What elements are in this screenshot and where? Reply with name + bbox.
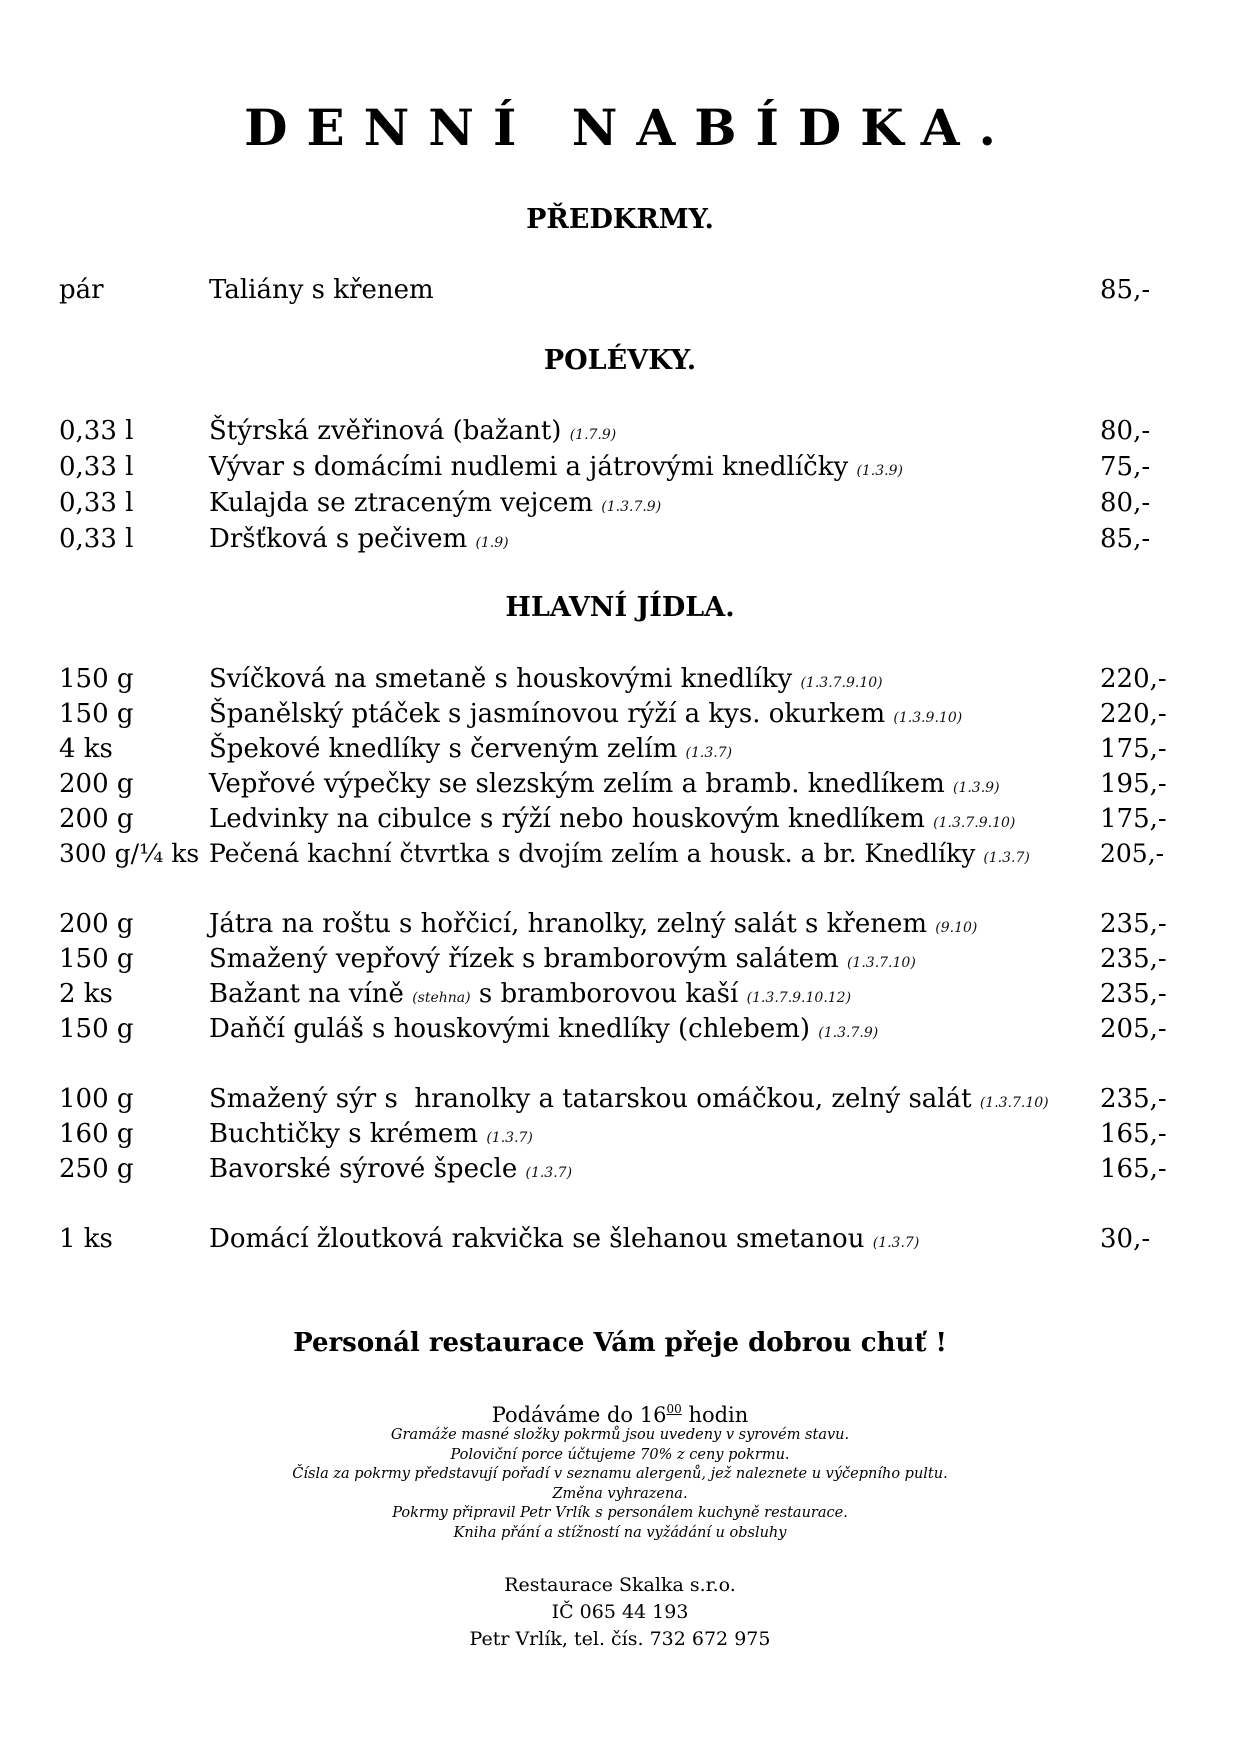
company-contact: Petr Vrlík, tel. čís. 732 672 975 bbox=[469, 1628, 771, 1650]
item-dish bbox=[209, 801, 1015, 841]
dish-name-continued: s bramborovou kaší bbox=[478, 979, 739, 1009]
dish-name: Buchtičky s krémem bbox=[209, 1119, 479, 1149]
dish-name: Bavorské sýrové špecle bbox=[209, 1154, 518, 1184]
item-quantity: 0,33 l bbox=[59, 524, 134, 554]
page-title: DENNÍ NABÍDKA. bbox=[244, 98, 1015, 157]
menu-item bbox=[0, 766, 1240, 802]
section-heading-main-courses: HLAVNÍ JÍDLA. bbox=[505, 592, 735, 623]
item-quantity: 160 g bbox=[59, 1119, 134, 1149]
item-quantity: 200 g bbox=[59, 769, 134, 799]
menu-item bbox=[0, 836, 1240, 872]
dish-name: Dršťková s pečivem bbox=[209, 524, 468, 554]
allergen-codes: (1.3.7) bbox=[525, 1165, 573, 1181]
dish-name: Svíčková na smetaně s houskovými knedlíky bbox=[209, 664, 793, 694]
dish-name: Špekové knedlíky s červeným zelím bbox=[209, 734, 678, 764]
menu-item bbox=[0, 906, 1240, 942]
section-heading-soups: POLÉVKY. bbox=[543, 345, 697, 376]
notes-block bbox=[0, 1426, 1240, 1543]
item-price: 235,- bbox=[1100, 1084, 1167, 1114]
item-price: 235,- bbox=[1100, 944, 1167, 974]
item-price: 175,- bbox=[1100, 804, 1167, 834]
item-quantity: 150 g bbox=[59, 944, 134, 974]
dish-name: Kulajda se ztraceným vejcem bbox=[209, 488, 593, 518]
menu-item bbox=[0, 696, 1240, 732]
item-price: 195,- bbox=[1100, 769, 1167, 799]
item-price: 235,- bbox=[1100, 979, 1167, 1009]
allergen-codes: (1.3.7.9) bbox=[601, 499, 662, 515]
dish-name: Bažant na víně bbox=[209, 979, 404, 1009]
allergen-codes: (1.3.7.9.10) bbox=[933, 815, 1016, 831]
dish-name: Smažený vepřový řízek s bramborovým salátem bbox=[209, 944, 839, 974]
allergen-codes: (1.3.7.9) bbox=[818, 1025, 879, 1041]
item-price: 80,- bbox=[1100, 488, 1151, 518]
menu-item bbox=[0, 1011, 1240, 1047]
dish-name: Daňčí guláš s houskovými knedlíky (chlebem) bbox=[209, 1014, 811, 1044]
item-price: 175,- bbox=[1100, 734, 1167, 764]
menu-item bbox=[0, 521, 1240, 557]
note-line: Čísla za pokrmy představují pořadí v seznamu alergenů, jež naleznete u výčepního pultu. bbox=[292, 1466, 948, 1482]
allergen-codes: (1.3.9) bbox=[856, 463, 903, 479]
dish-name: Štýrská zvěřinová (bažant) bbox=[209, 416, 562, 446]
item-quantity: 100 g bbox=[59, 1084, 134, 1114]
item-price: 165,- bbox=[1100, 1119, 1167, 1149]
allergen-codes: (9.10) bbox=[935, 920, 978, 936]
item-price: 75,- bbox=[1100, 452, 1151, 482]
item-quantity: 150 g bbox=[59, 1014, 134, 1044]
menu-item bbox=[0, 1116, 1240, 1152]
item-quantity: 4 ks bbox=[59, 734, 113, 764]
serving-hours-suffix: hodin bbox=[688, 1403, 749, 1427]
item-price: 85,- bbox=[1100, 275, 1151, 305]
dish-note: (stehna) bbox=[412, 990, 471, 1006]
allergen-codes: (1.3.9) bbox=[952, 780, 1000, 796]
item-quantity: 150 g bbox=[59, 699, 134, 729]
dish-name: Taliány s křenem bbox=[209, 275, 434, 305]
item-price: 205,- bbox=[1100, 1014, 1167, 1044]
item-dish bbox=[209, 485, 661, 525]
menu-item bbox=[0, 272, 1240, 308]
item-quantity: 0,33 l bbox=[59, 488, 134, 518]
serving-hours-minutes: 00 bbox=[666, 1402, 682, 1416]
note-line: Pokrmy připravil Petr Vrlík s personálem kuchyně restaurace. bbox=[392, 1505, 848, 1521]
allergen-codes: (1.3.7) bbox=[486, 1130, 533, 1146]
item-dish bbox=[209, 836, 1030, 876]
item-dish bbox=[209, 1151, 572, 1191]
dish-name: Španělský ptáček s jasmínovou rýží a kys. okurkem bbox=[209, 699, 886, 729]
item-dish bbox=[209, 1011, 878, 1051]
menu-item bbox=[0, 731, 1240, 767]
item-quantity: 300 g/¼ ks bbox=[59, 839, 200, 868]
menu-item bbox=[0, 941, 1240, 977]
item-quantity: 0,33 l bbox=[59, 452, 134, 482]
dish-name: Pečená kachní čtvrtka s dvojím zelím a housk. a br. Knedlíky bbox=[209, 839, 976, 868]
note-line: Změna vyhrazena. bbox=[552, 1485, 688, 1502]
dish-name: Smažený sýr s hranolky a tatarskou omáčkou, zelný salát bbox=[209, 1084, 972, 1114]
item-dish bbox=[209, 941, 916, 981]
item-price: 85,- bbox=[1100, 524, 1151, 554]
menu-item bbox=[0, 976, 1240, 1012]
item-dish bbox=[209, 272, 434, 308]
item-quantity: 0,33 l bbox=[59, 416, 134, 446]
dish-name: Domácí žloutková rakvička se šlehanou smetanou bbox=[209, 1224, 865, 1254]
item-dish bbox=[209, 731, 732, 771]
item-quantity: 200 g bbox=[59, 804, 134, 834]
dish-name: Vývar s domácími nudlemi a játrovými knedlíčky bbox=[209, 452, 849, 482]
menu-item bbox=[0, 449, 1240, 485]
item-dish bbox=[209, 1116, 533, 1156]
closing-message: Personál restaurace Vám přeje dobrou chuť ! bbox=[293, 1328, 947, 1358]
item-dish bbox=[209, 1221, 919, 1261]
item-dish bbox=[209, 696, 962, 736]
allergen-codes: (1.3.7.9.10) bbox=[800, 675, 883, 691]
allergen-codes: (1.3.7) bbox=[872, 1235, 920, 1251]
note-line: Gramáže masné složky pokrmů jsou uvedeny v syrovém stavu. bbox=[390, 1427, 850, 1443]
dish-name: Játra na roštu s hořčicí, hranolky, zelný salát s křenem bbox=[209, 909, 928, 939]
menu-item bbox=[0, 801, 1240, 837]
dish-name: Ledvinky na cibulce s rýží nebo houskovým knedlíkem bbox=[209, 804, 925, 834]
serving-hours-text: Podáváme do 16 bbox=[491, 1403, 667, 1427]
allergen-codes: (1.3.7) bbox=[685, 745, 733, 761]
item-dish bbox=[209, 413, 616, 453]
allergen-codes: (1.3.7) bbox=[983, 850, 1030, 866]
item-dish bbox=[209, 906, 977, 946]
item-quantity: 150 g bbox=[59, 664, 134, 694]
dish-name: Vepřové výpečky se slezským zelím a bramb. knedlíkem bbox=[209, 769, 945, 799]
item-dish bbox=[209, 661, 883, 701]
item-quantity: 1 ks bbox=[59, 1224, 113, 1254]
menu-item bbox=[0, 1221, 1240, 1257]
allergen-codes: (1.3.7.9.10.12) bbox=[746, 990, 852, 1006]
company-id: IČ 065 44 193 bbox=[551, 1601, 689, 1623]
allergen-codes: (1.3.7.10) bbox=[979, 1095, 1049, 1111]
allergen-codes: (1.7.9) bbox=[569, 427, 617, 443]
allergen-codes: (1.3.7.10) bbox=[846, 955, 916, 971]
item-dish bbox=[209, 449, 903, 489]
item-dish bbox=[209, 766, 1000, 806]
item-dish bbox=[209, 976, 851, 1016]
item-quantity: 200 g bbox=[59, 909, 134, 939]
company-name: Restaurace Skalka s.r.o. bbox=[504, 1574, 736, 1596]
item-price: 80,- bbox=[1100, 416, 1151, 446]
item-dish bbox=[209, 521, 509, 561]
item-price: 220,- bbox=[1100, 664, 1167, 694]
allergen-codes: (1.9) bbox=[475, 535, 509, 551]
item-quantity: 2 ks bbox=[59, 979, 113, 1009]
menu-item bbox=[0, 485, 1240, 521]
item-quantity: pár bbox=[59, 275, 104, 305]
company-info bbox=[0, 1572, 1240, 1653]
menu-item bbox=[0, 661, 1240, 697]
note-line: Poloviční porce účtujeme 70% z ceny pokrmu. bbox=[450, 1446, 790, 1463]
menu-item bbox=[0, 413, 1240, 449]
item-price: 205,- bbox=[1100, 839, 1165, 868]
item-quantity: 250 g bbox=[59, 1154, 134, 1184]
menu-item bbox=[0, 1081, 1240, 1117]
item-price: 235,- bbox=[1100, 909, 1167, 939]
note-line: Kniha přání a stížností na vyžádání u obsluhy bbox=[453, 1524, 787, 1541]
item-price: 30,- bbox=[1100, 1224, 1151, 1254]
menu-item bbox=[0, 1151, 1240, 1187]
allergen-codes: (1.3.9.10) bbox=[893, 710, 963, 726]
item-price: 165,- bbox=[1100, 1154, 1167, 1184]
item-price: 220,- bbox=[1100, 699, 1167, 729]
item-dish bbox=[209, 1081, 1049, 1121]
section-heading-appetizers: PŘEDKRMY. bbox=[526, 204, 714, 235]
serving-hours bbox=[0, 1395, 1240, 1429]
